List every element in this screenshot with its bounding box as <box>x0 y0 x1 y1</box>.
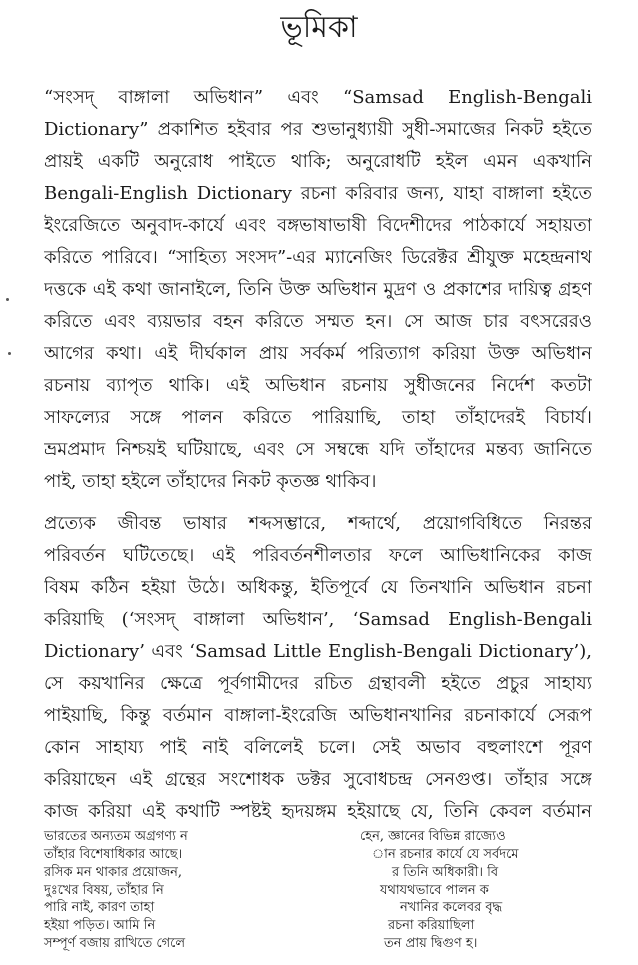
paragraph1-line: ভ্রমপ্রমাদ নিশ্চয়ই ঘটিয়াছে, এবং সে সম্বন্ধে যদি তাঁহাদের মন্তব্য জানিতে <box>44 439 592 460</box>
fragment-line-right: ান রচনার কার্যে যে সর্বদমে <box>372 847 519 862</box>
fragment-line-right: তন প্রায় দ্বিগুণ হ। <box>384 936 478 951</box>
paragraph1-line: রচনায় ব্যাপৃত থাকি। এই অভিধান রচনায় সুধীজনের নির্দেশ কতটা <box>44 375 592 396</box>
fragment-line-left: ভারতের অন্যতম অগ্রগণ্য ন <box>44 829 188 844</box>
paragraph2-line: করিয়াছেন এই গ্রন্থের সংশোধক ডক্টর সুবোধচন্দ্র সেনগুপ্ত। তাঁহার সঙ্গে <box>44 769 592 790</box>
fragment-line-right: নখানির কলেবর বৃদ্ধ <box>400 900 503 915</box>
fragment-line-left: তাঁহার বিশেষাধিকার আছে। <box>44 847 183 862</box>
paragraph1-line: করিতে পারিবে। “সাহিত্য সংসদ”-এর ম্যানেজিং ডিরেক্টর শ্রীযুক্ত মহেন্দ্রনাথ <box>44 247 592 268</box>
fragment-line-left: হইয়া পড়িত। আমি নি <box>44 918 156 933</box>
paragraph1-line: প্রায়ই একটি অনুরোধ পাইতে থাকি; অনুরোধটি হইল এমন একখানি <box>44 151 592 172</box>
fragment-line-right: হেন, জ্ঞানের বিভিন্ন রাজ্যেও <box>360 829 506 844</box>
paragraph2-line: প্রত্যেক জীবন্ত ভাষার শব্দসম্ভারে, শব্দার্থে, প্রয়োগবিধিতে নিরন্তর <box>44 513 592 534</box>
paragraph1-line: করিতে এবং ব্যয়ভার বহন করিতে সম্মত হন। সে আজ চার বৎসরেরও <box>44 311 592 332</box>
scan-speck <box>8 352 11 355</box>
paragraph2-line: পাইয়াছি, কিন্তু বর্তমান বাঙ্গালা-ইংরেজি অভিধানখানির রচনাকার্যে সেরূপ <box>44 705 592 726</box>
paragraph2-line: পরিবর্তন ঘটিতেছে। এই পরিবর্তনশীলতার ফলে আভিধানিকের কাজ <box>44 545 592 566</box>
paragraph1-line: পাই, তাহা হইলে তাঁহাদের নিকট কৃতজ্ঞ থাকিব। <box>44 471 377 492</box>
fragment-line-right: র তিনি অধিকারী। বি <box>392 865 499 880</box>
paragraph1-line: ইংরেজিতে অনুবাদ-কার্যে এবং বঙ্গভাষাভাষী বিদেশীদের পাঠকার্যে সহায়তা <box>44 215 592 236</box>
paragraph2-line: বিষম কঠিন হইয়া উঠে। অধিকন্তু, ইতিপূর্বে যে তিনখানি অভিধান রচনা <box>44 577 592 598</box>
paragraph1-line: দত্তকে এই কথা জানাইলে, তিনি উক্ত অভিধান মুদ্রণ ও প্রকাশের দায়িত্ব গ্রহণ <box>44 279 592 300</box>
fragment-line-left: পারি নাই, কারণ তাহা <box>44 900 155 915</box>
paragraph2-line: কোন সাহায্য পাই নাই বলিলেই চলে। সেই অভাব বহুলাংশে পূরণ <box>44 737 592 758</box>
scan-speck <box>6 298 9 301</box>
paragraph1-line: আগের কথা। এই দীর্ঘকাল প্রায় সর্বকর্ম পরিত্যাগ করিয়া উক্ত অভিধান <box>44 343 592 364</box>
paragraph2-line: Dictionary’ এবং ‘Samsad Little English-Bengali Dictionary’), <box>44 641 592 662</box>
paragraph1-line: Dictionary” প্রকাশিত হইবার পর শুভানুধ্যায়ী সুধী-সমাজের নিকট হইতে <box>44 119 592 140</box>
paragraph1-line: Bengali-English Dictionary রচনা করিবার জন্য, যাহা বাঙ্গালা হইতে <box>44 183 592 204</box>
fragment-line-right: রচনা করিয়াছিলা <box>388 918 475 933</box>
fragment-line-left: দুঃখের বিষয়, তাঁহার নি <box>44 883 164 898</box>
paragraph1-line: সাফল্যের সঙ্গে পালন করিতে পারিয়াছি, তাহা তাঁহাদেরই বিচার্য। <box>44 407 592 428</box>
fragment-line-right: যথাযথভাবে পালন ক <box>380 883 489 898</box>
page-title: ভূমিকা <box>280 10 358 45</box>
paragraph2-line: করিয়াছি (‘সংসদ্‌ বাঙ্গালা অভিধান’, ‘Samsad English-Bengali <box>44 609 592 630</box>
paragraph2-line: সে কয়খানির ক্ষেত্রে পূর্বগামীদের রচিত গ্রন্থাবলী হইতে প্রচুর সাহায্য <box>44 673 592 694</box>
fragment-line-left: রসিক মন থাকার প্রয়োজন, <box>44 865 183 880</box>
fragment-line-left: সম্পূর্ণ বজায় রাখিতে গেলে <box>44 936 186 951</box>
paragraph1-line: “সংসদ্‌ বাঙ্গালা অভিধান” এবং “Samsad English-Bengali <box>44 87 592 108</box>
paragraph2-line: কাজ করিয়া এই কথাটি স্পষ্টই হৃদয়ঙ্গম হইয়াছে যে, তিনি কেবল বর্তমান <box>44 801 592 822</box>
